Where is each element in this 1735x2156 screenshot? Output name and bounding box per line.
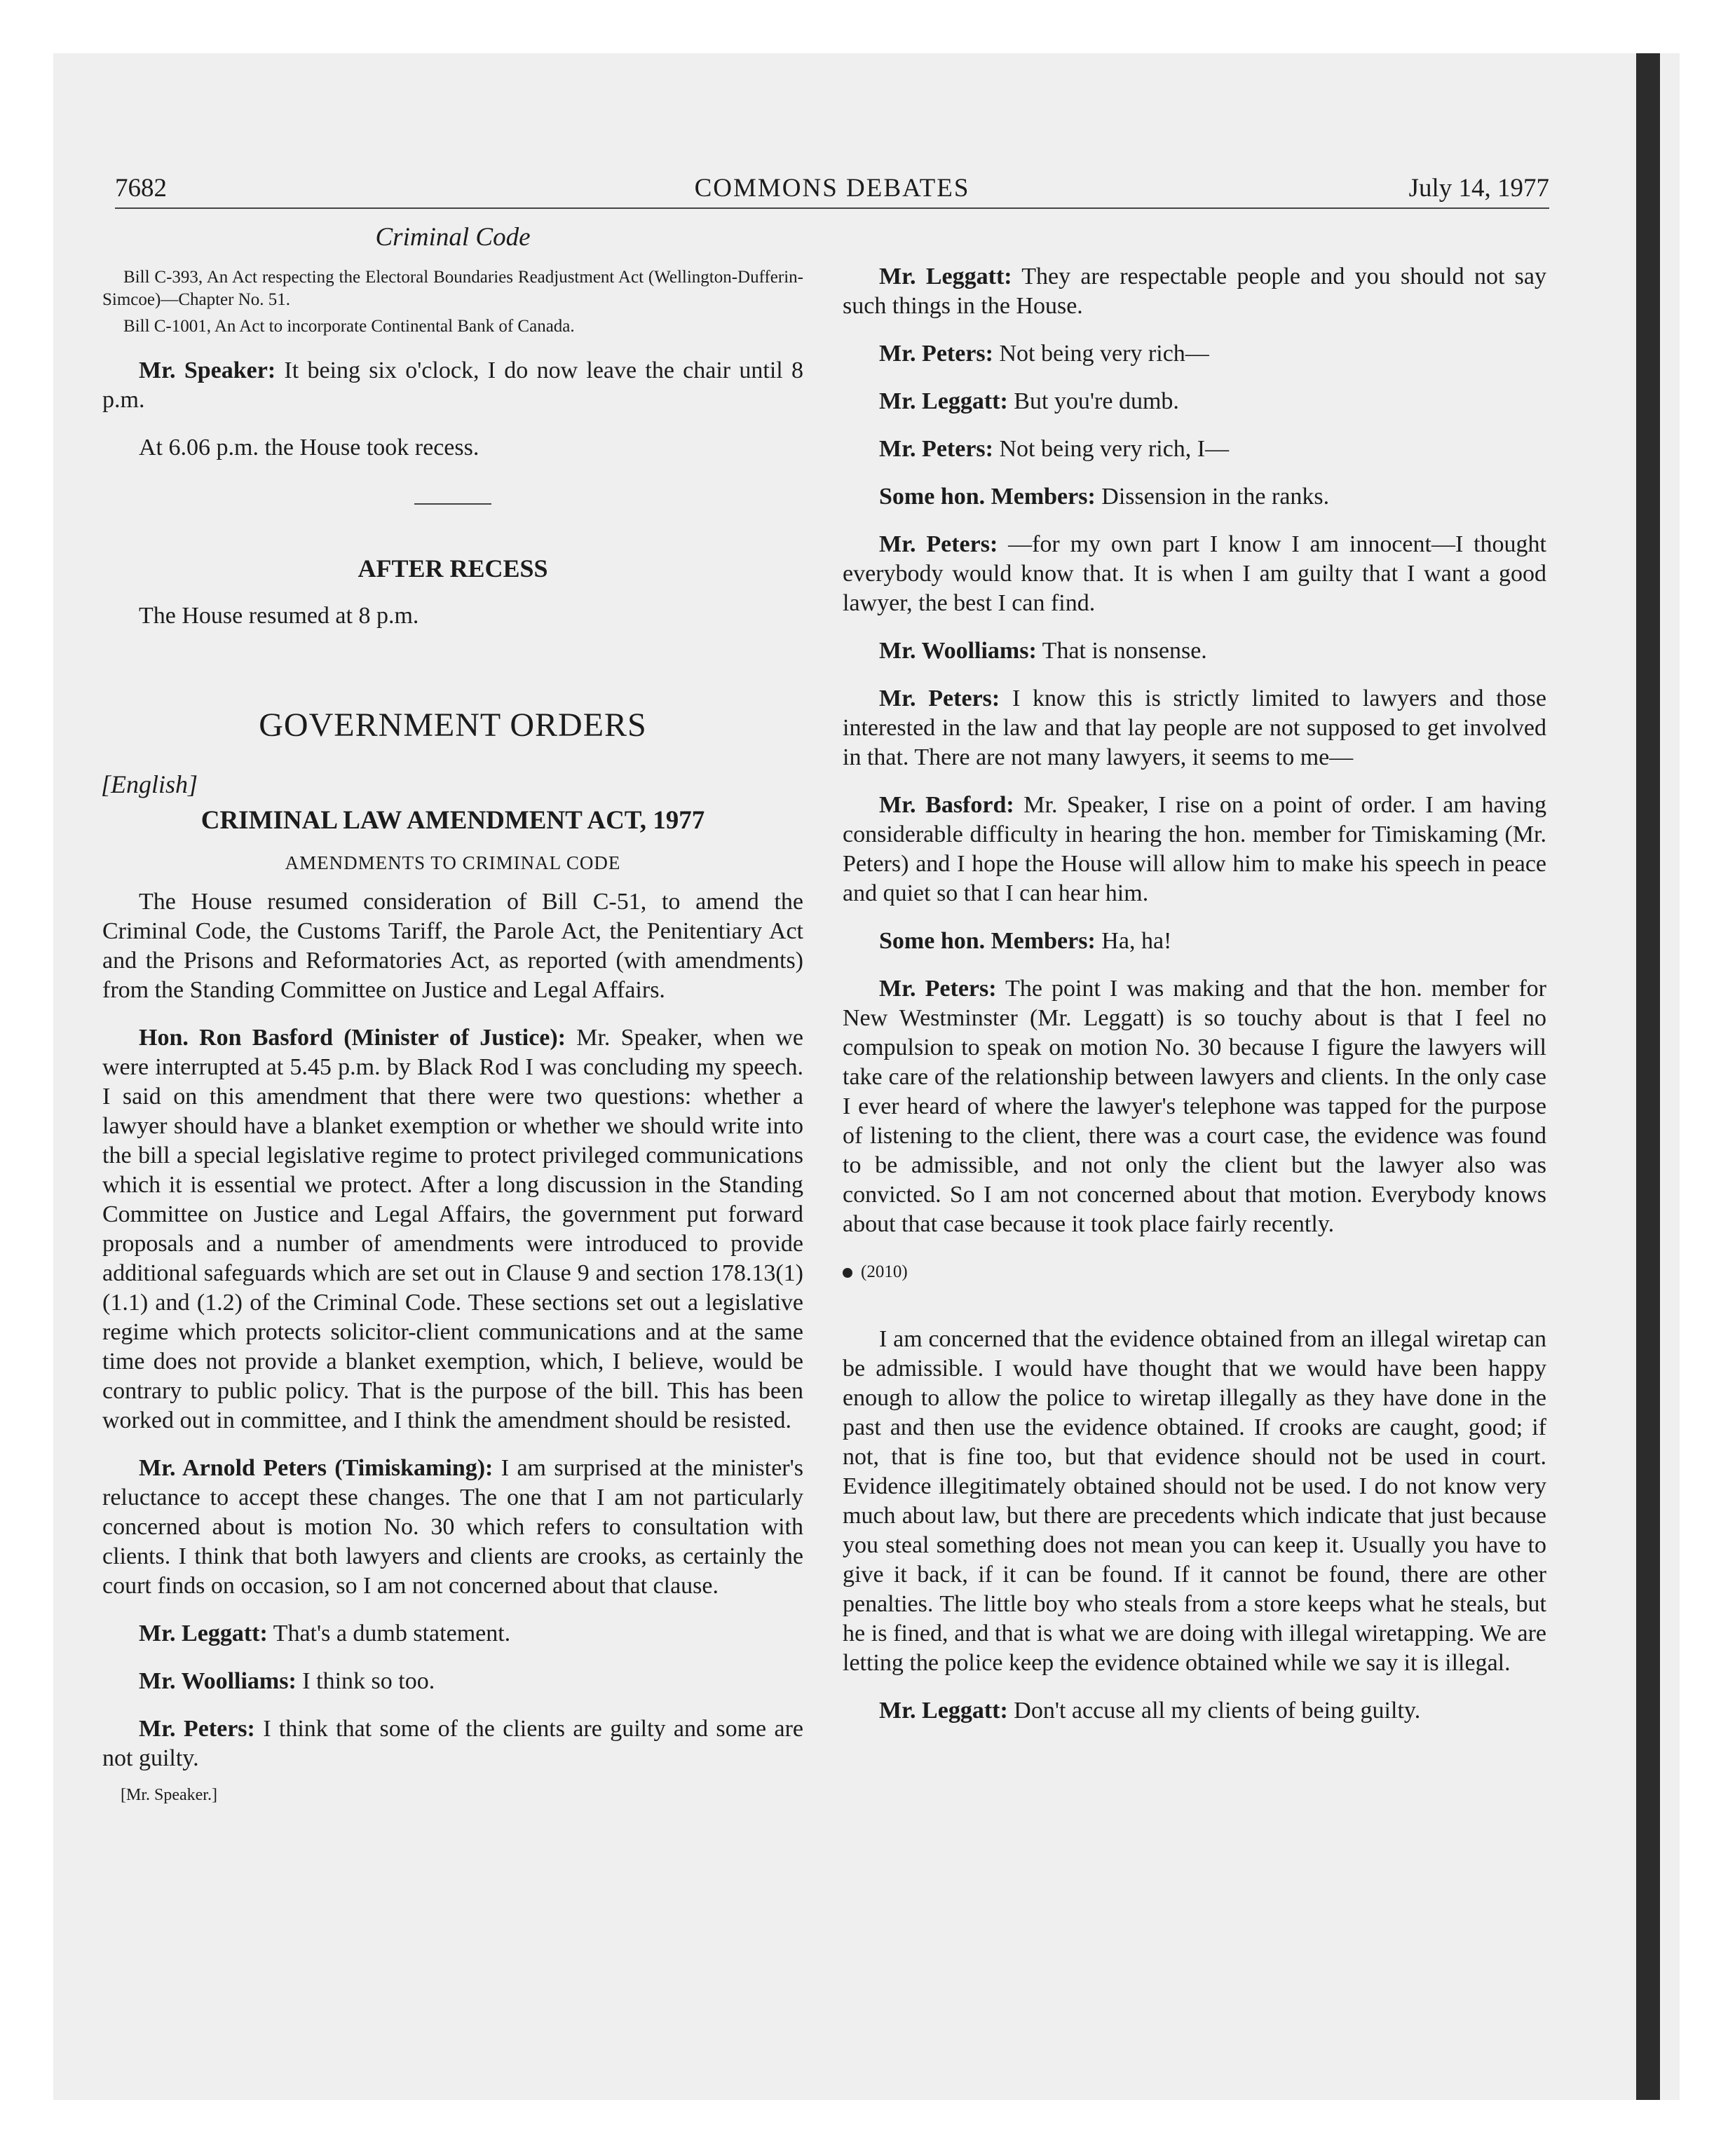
time-label: (2010) <box>861 1262 908 1281</box>
speaker-name: Mr. Peters: <box>879 531 998 557</box>
narrative-paragraph: At 6.06 p.m. the House took recess. <box>139 435 479 460</box>
narrative-paragraph: The House resumed at 8 p.m. <box>139 603 419 629</box>
speech-paragraph <box>843 1696 1546 1726</box>
speech-text: That is nonsense. <box>1036 638 1207 664</box>
bill-entry: Bill C-393, An Act respecting the Electoral Boundaries Readjustment Act (Wellington-Dufferin-Simcoe)—Chapter No. 51. <box>102 268 803 309</box>
speech-text: It being six o'clock, I do now leave the chair until 8 p.m. <box>102 357 803 413</box>
section-title: GOVERNMENT ORDERS <box>259 707 647 744</box>
speech-text: I am surprised at the minister's reluctance to accept these changes. The one that I am not particularly concerned about is motion No. 30 which refers to consultation with clients. I think that both lawyers and clients are crooks, as certainly the court finds on occasion, so I am not concerned about that clause. <box>102 1455 803 1599</box>
speech-paragraph <box>843 530 1546 618</box>
section-divider <box>414 503 491 505</box>
act-title: CRIMINAL LAW AMENDMENT ACT, 1977 <box>200 806 705 835</box>
speech-paragraph <box>102 1454 803 1601</box>
speech-text: I think so too. <box>296 1668 435 1694</box>
time-marker <box>843 1257 1546 1287</box>
speaker-name: Mr. Leggatt: <box>879 264 1012 289</box>
speech-paragraph <box>843 435 1546 464</box>
speech-paragraph <box>843 482 1546 512</box>
speech-text: —for my own part I know I am innocent—I thought everybody would know that. It is when I am guilty that I want a good lawyer, the best I can find. <box>843 531 1546 616</box>
language-tag: [English] <box>101 770 198 798</box>
speech-paragraph <box>102 1714 803 1773</box>
left-column <box>102 223 803 1806</box>
speaker-name: Mr. Peters: <box>879 341 993 367</box>
speech-paragraph <box>843 974 1546 1239</box>
speech-text: Don't accuse all my clients of being guilty. <box>1007 1698 1421 1724</box>
speech-text: Dissension in the ranks. <box>1095 484 1330 510</box>
speaker-name: Some hon. Members: <box>879 928 1096 954</box>
speech-paragraph <box>102 1023 803 1435</box>
speaker-name: Mr. Speaker: <box>139 357 276 383</box>
speaker-name: Mr. Peters: <box>879 685 1000 711</box>
speaker-name: Mr. Peters: <box>879 436 993 462</box>
page-binding-edge <box>1636 53 1660 2100</box>
speaker-marker: [Mr. Speaker.] <box>121 1786 217 1804</box>
speech-paragraph <box>843 927 1546 956</box>
bullet-dot-icon <box>843 1268 852 1278</box>
speaker-name: Mr. Woolliams: <box>139 1668 297 1694</box>
speaker-name: Hon. Ron Basford (Minister of Justice): <box>139 1025 566 1051</box>
speech-paragraph <box>102 1619 803 1649</box>
speech-text: I know this is strictly limited to lawyers and those interested in the law and that lay people are not supposed to get involved in that. There are not many lawyers, it seems to me— <box>843 685 1546 770</box>
speech-text: They are respectable people and you should not say such things in the House. <box>843 264 1546 319</box>
speech-text: Mr. Speaker, when we were interrupted at 5.45 p.m. by Black Rod I was concluding my speech. I said on this amendment that there were two questions: whether a lawyer should have a blanket exemption or whether we should write into the bill a special legislative regime to protect privileged communications which it is essential we protect. After a long discussion in the Standing Committee on Justice and Legal Affairs, the government put forward proposals and a number of amendments were introduced to provide additional safeguards which are set out in Clause 9 and section 178.13(1)(1.1) and (1.2) of the Criminal Code. These sections set out a legislative regime which protects solicitor-client communications and at the same time does not provide a blanket exemption, which, I believe, would be contrary to public policy. That is the purpose of the bill. This has been worked out in committee, and I think the amendment should be resisted. <box>102 1025 804 1433</box>
speaker-name: Mr. Arnold Peters (Timiskaming): <box>139 1455 494 1481</box>
speech-text: The point I was making and that the hon. member for New Westminster (Mr. Leggatt) is so touchy about is that I feel no compulsion to speak on motion No. 30 because I figure the lawyers will take care of the relationship between lawyers and clients. In the only case I ever heard of where the lawyer's telephone was tapped for the purpose of listening to the client, there was a court case, the evidence was found to be admissible, and not only the client but the lawyer also was convicted. So I am not concerned about that motion. Everybody knows about that case because it took place fairly recently. <box>843 976 1546 1237</box>
narrative-paragraph: The House resumed consideration of Bill C-51, to amend the Criminal Code, the Customs Tariff, the Parole Act, the Penitentiary Act and the Prisons and Reformatories Act, as reported (with amendments) from the Standing Committee on Justice and Legal Affairs. <box>102 889 803 1003</box>
speaker-name: Mr. Peters: <box>879 976 997 1002</box>
page-header <box>115 171 1549 209</box>
speaker-name: Mr. Leggatt: <box>879 1698 1008 1724</box>
speech-text: Not being very rich, I— <box>993 436 1230 462</box>
speech-text: But you're dumb. <box>1007 388 1179 414</box>
page-date: July 14, 1977 <box>1408 174 1549 203</box>
speech-paragraph <box>843 387 1546 416</box>
publication-title: COMMONS DEBATES <box>694 174 970 203</box>
speech-text: Not being very rich— <box>993 341 1209 367</box>
subhead-criminal-code: Criminal Code <box>375 223 531 252</box>
after-recess-heading: AFTER RECESS <box>358 554 548 582</box>
right-column <box>843 223 1546 1744</box>
speech-paragraph <box>843 339 1546 369</box>
speaker-name: Mr. Leggatt: <box>879 388 1008 414</box>
speaker-name: Some hon. Members: <box>879 484 1096 510</box>
speech-text: Ha, ha! <box>1095 928 1172 954</box>
speech-paragraph <box>843 791 1546 908</box>
speech-paragraph <box>102 1667 803 1696</box>
speaker-name: Mr. Leggatt: <box>139 1621 268 1646</box>
speech-text: That's a dumb statement. <box>267 1621 511 1646</box>
speaker-name: Mr. Basford: <box>879 792 1014 818</box>
speaker-name: Mr. Woolliams: <box>879 638 1037 664</box>
page-number: 7682 <box>115 174 167 203</box>
speech-paragraph <box>843 684 1546 772</box>
speech-paragraph <box>102 356 803 415</box>
speech-text: I think that some of the clients are guilty and some are not guilty. <box>102 1716 803 1771</box>
speech-paragraph <box>843 636 1546 666</box>
speech-text: Mr. Speaker, I rise on a point of order. I am having considerable difficulty in hearing the hon. member for Timiskaming (Mr. Peters) and I hope the House will allow him to make his speech in peace and quiet so that I can hear him. <box>843 792 1546 906</box>
speaker-name: Mr. Peters: <box>139 1716 255 1742</box>
speech-paragraph <box>843 262 1546 321</box>
narrative-paragraph: I am concerned that the evidence obtained from an illegal wiretap can be admissible. I would have thought that we would have been happy enough to allow the police to wiretap illegally as they have done in the past and then use the evidence obtained. If crooks are caught, good; if not, that is fine too, but that evidence should not be used in court. Evidence illegitimately obtained should not be used. I do not know very much about law, but there are precedents which indicate that just because you steal something does not mean you can keep it. Usually you have to give it back, if it can be found. If it cannot be found, there are other penalties. The little boy who steals from a store keeps what he steals, but he is fined, and that is what we are doing with illegal wiretapping. We are letting the police keep the evidence obtained while we say it is illegal. <box>843 1326 1546 1676</box>
act-subtitle: AMENDMENTS TO CRIMINAL CODE <box>285 852 621 873</box>
bill-entry: Bill C-1001, An Act to incorporate Continental Bank of Canada. <box>123 317 575 336</box>
